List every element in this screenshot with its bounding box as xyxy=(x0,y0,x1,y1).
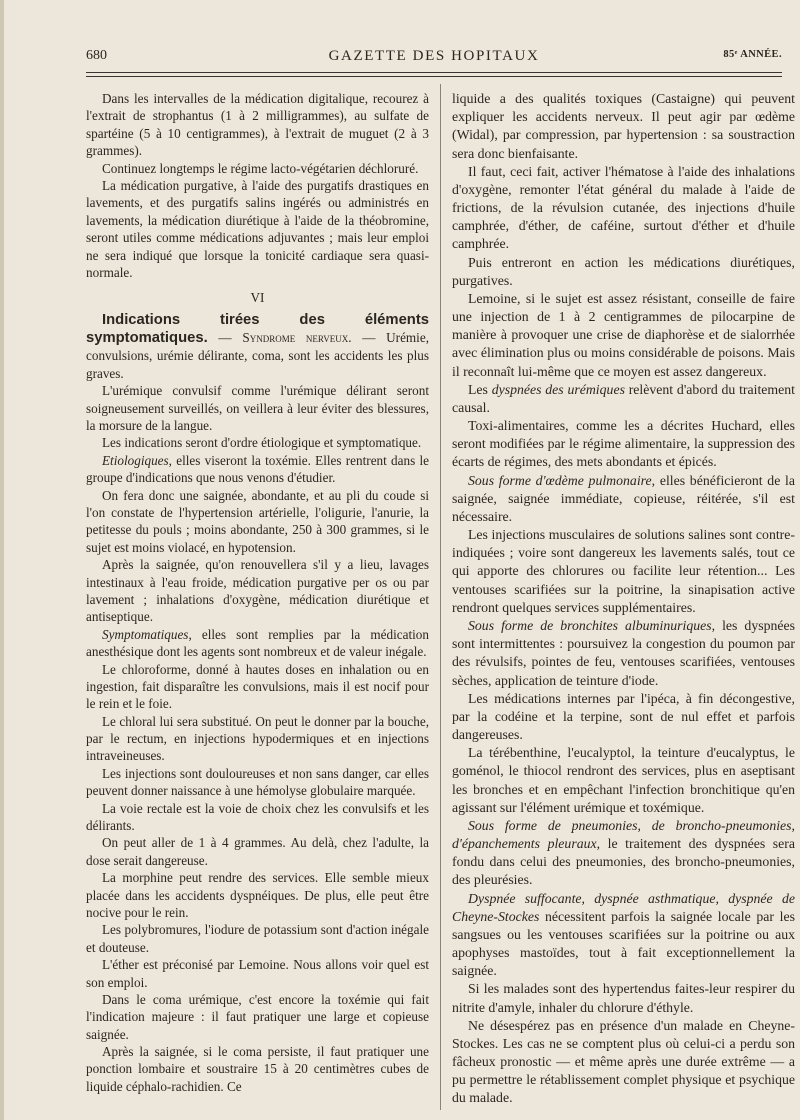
paragraph: Il faut, ceci fait, activer l'hématose à l'aide des inhalations d'oxygène, remonter l'état général du malade à l'aide de frictions, de la révulsion cutanée, des injections d'huile camphrée, d'éther, de caféine, surtout d'éther et d'huile camphrée. xyxy=(452,163,795,252)
subsection-label: Syndrome nerveux. xyxy=(242,330,352,346)
journal-year: 85ᵉ ANNÉE. xyxy=(723,49,782,60)
paragraph: L'éther est préconisé par Lemoine. Nous allons voir quel est son emploi. xyxy=(86,957,429,990)
paragraph xyxy=(452,381,795,417)
paragraph-text: relèvent d'abord du traitement causal. xyxy=(452,381,795,415)
paragraph: Dans les intervalles de la médication digitalique, recourez à l'extrait de strophantus (1 à 2 milligrammes), au sulfate de spartéine (5 à 10 centigrammes), à l'extrait de muguet (2 à 3 grammes). xyxy=(86,91,429,159)
section-number: VI xyxy=(250,290,265,306)
paragraph: liquide a des qualités toxiques (Castaigne) qui peuvent expliquer les accidents nerveux. Il peut agir par œdème (Widal), par compression, par hypertension : sa soustraction sera donc bienfaisante. xyxy=(452,91,795,161)
paragraph: On fera donc une saignée, abondante, et au pli du coude si l'on constate de l'hypertension artérielle, l'oligurie, l'anurie, la petitesse du pouls ; moins abondante, 250 à 300 grammes, si le sujet est moins violacé, en hypotension. xyxy=(86,487,429,555)
paragraph xyxy=(452,617,795,690)
paragraph: Les injections sont douloureuses et non sans danger, car elles peuvent donner naissance à une hémolyse globulaire marquée. xyxy=(86,765,429,799)
paragraph: Toxi-alimentaires, comme les a décrites Huchard, elles seront modifiées par le régime alimentaire, la suppression des écarts de régimes, des mets abondants et épicés. xyxy=(452,418,795,470)
paragraph: Si les malades sont des hypertendus faites-leur respirer du nitrite d'amyle, inhaler du chlorure d'éthyle. xyxy=(452,981,795,1015)
subsection-text: — Urémie, convulsions, urémie délirante, coma, sont les accidents les plus graves. xyxy=(86,330,429,381)
paragraph-text: Les xyxy=(468,381,492,397)
paragraph: L'urémique convulsif comme l'urémique délirant seront soigneusement surveillés, on veillera à leur éviter des blessures, la morsure de la langue. xyxy=(86,383,429,434)
paragraph: Les polybromures, l'iodure de potassium sont d'action inégale et douteuse. xyxy=(86,922,429,955)
paragraph-text: , elles viseront la toxémie. Elles rentrent dans le groupe d'indications que nous venons d'étudier. xyxy=(86,452,429,486)
italic-label: Dyspnée suffocante, dyspnée asthmatique, dyspnée de Cheyne-Stockes xyxy=(452,890,795,924)
right-column xyxy=(452,90,795,1108)
paragraph: Les médications internes par l'ipéca, à fin décongestive, par la codéine et la terpine, sont de nul effet et parfois dangereuses. xyxy=(452,690,795,743)
paragraph-text: nécessitent parfois la saignée locale par les sangsues ou les ventouses scarifiées sur la poitrine ou aux apophyses mastoïdes, tout à fait exceptionnellement la saignée. xyxy=(452,908,795,979)
page-number: 680 xyxy=(86,48,107,63)
header-rule-thick xyxy=(86,72,782,73)
paragraph-text: , le traitement des dyspnées sera fondu dans celui des pneumonies, des broncho-pneumonies, des pleurésies. xyxy=(452,836,795,888)
paragraph-text: , elles bénéficieront de la saignée, saignée immédiate, copieuse, réitérée, s'il est nécessaire. xyxy=(452,472,795,524)
paragraph: La médication purgative, à l'aide des purgatifs drastiques en lavements, et des purgatifs salins ingérés ou administrés en lavements, la médication diurétique à l'aide de la théobromine, seront utiles comme médications adjuvantes ; mais leur emploi ne sera indiqué que lorsque la tonicité cardiaque sera quasi-normale. xyxy=(86,177,429,280)
paragraph: Après la saignée, si le coma persiste, il faut pratiquer une ponction lombaire et soustraire 15 à 20 centimètres cubes de liquide céphalo-rachidien. Ce xyxy=(86,1044,429,1094)
paragraph: Lemoine, si le sujet est assez résistant, conseille de faire une injection de 1 à 2 centigrammes de pilocarpine de manière à provoquer une crise de diaphorèse et de sialorrhée avec élimination plus ou moins considérable de poisons. Mais il reconnaît lui-même que ce moyen est assez dangereux. xyxy=(452,290,795,379)
paragraph xyxy=(452,817,795,890)
paragraph xyxy=(86,452,429,487)
page-spine-shadow xyxy=(0,0,4,1120)
section-heading-paragraph xyxy=(86,311,429,383)
paragraph-text: , elles sont remplies par la médication anesthésique dont les agents sont nombreux et de valeur inégale. xyxy=(86,626,429,660)
paragraph: Les indications seront d'ordre étiologique et symptomatique. xyxy=(102,435,422,451)
paragraph xyxy=(86,626,429,661)
column-divider xyxy=(440,84,441,1110)
paragraph: Ne désespérez pas en présence d'un malade en Cheyne-Stockes. Les cas ne se comptent plus où celui-ci a perdu son fâcheux pronostic — et même après une durée extrême — a pu permettre le rétablissement complet physique et psychique du malade. xyxy=(452,1017,795,1106)
paragraph: Le chloral lui sera substitué. On peut le donner par la bouche, par le rectum, en injections hypodermiques et en injections intraveineuses. xyxy=(86,713,429,764)
paragraph: La térébenthine, l'eucalyptol, la teinture d'eucalyptus, le goménol, le thiocol rendront des services, plus en aseptisant les bronches et en empêchant l'infection bronchitique qu'en agissant sur l'élément urémique et toxémique. xyxy=(452,745,795,815)
italic-label: Sous forme d'œdème pulmonaire xyxy=(468,472,652,488)
italic-label: Etiologiques xyxy=(102,452,169,468)
page-header xyxy=(86,48,782,70)
paragraph: La morphine peut rendre des services. Elle semble mieux placée dans les accidents dyspnéiques. De plus, elle peut être nocive pour le rein. xyxy=(86,870,429,920)
paragraph: Après la saignée, qu'on renouvellera s'il y a lieu, lavages intestinaux à l'eau froide, médication purgative per os ou par lavement ; inhalations d'oxygène, médication diurétique et antiseptique. xyxy=(86,557,429,625)
paragraph: Le chloroforme, donné à hautes doses en inhalation ou en ingestion, fait disparaître les convulsions, mais il est nocif pour le rein et le foie. xyxy=(86,661,429,712)
paragraph: Continuez longtemps le régime lacto-végétarien déchloruré. xyxy=(102,160,419,176)
italic-label: dyspnées des urémiques xyxy=(491,381,625,397)
paragraph xyxy=(452,890,795,981)
section-heading: Indications tirées des éléments symptomatiques. xyxy=(86,311,429,347)
paragraph: La voie rectale est la voie de choix chez les convulsifs et les délirants. xyxy=(86,800,429,834)
paragraph xyxy=(452,472,795,527)
paragraph-text: , les dyspnées sont intermittentes : poursuivez la congestion du poumon par des révulsifs, pointes de feu, ventouses scarifiées, ventouses sèches, application de teinture d'iode. xyxy=(452,617,795,688)
paragraph: Puis entreront en action les médications diurétiques, purgatives. xyxy=(452,254,795,288)
header-rule-thin xyxy=(86,76,782,77)
italic-label: Sous forme de pneumonies, de broncho-pneumonies, d'épanchements pleuraux xyxy=(452,817,795,852)
left-column xyxy=(86,90,429,1095)
section-heading-dash: — xyxy=(207,330,232,346)
italic-label: Sous forme de bronchites albuminuriques xyxy=(468,617,712,633)
journal-title: GAZETTE DES HOPITAUX xyxy=(328,48,540,64)
paragraph: Dans le coma urémique, c'est encore la toxémie qui fait l'indication majeure : il faut pratiquer une large et copieuse saignée. xyxy=(86,991,429,1042)
paragraph: Les injections musculaires de solutions salines sont contre-indiquées ; voire sont dangereux les lavements salés, tout ce qui apporte des chlorures ou facilite leur rétention... Les ventouses scarifiées sur la poitrine, la sinapisation active rendront quelques services supplémentaires. xyxy=(452,527,795,615)
italic-label: Symptomatiques xyxy=(102,626,189,642)
paragraph: On peut aller de 1 à 4 grammes. Au delà, chez l'adulte, la dose serait dangereuse. xyxy=(86,835,429,868)
